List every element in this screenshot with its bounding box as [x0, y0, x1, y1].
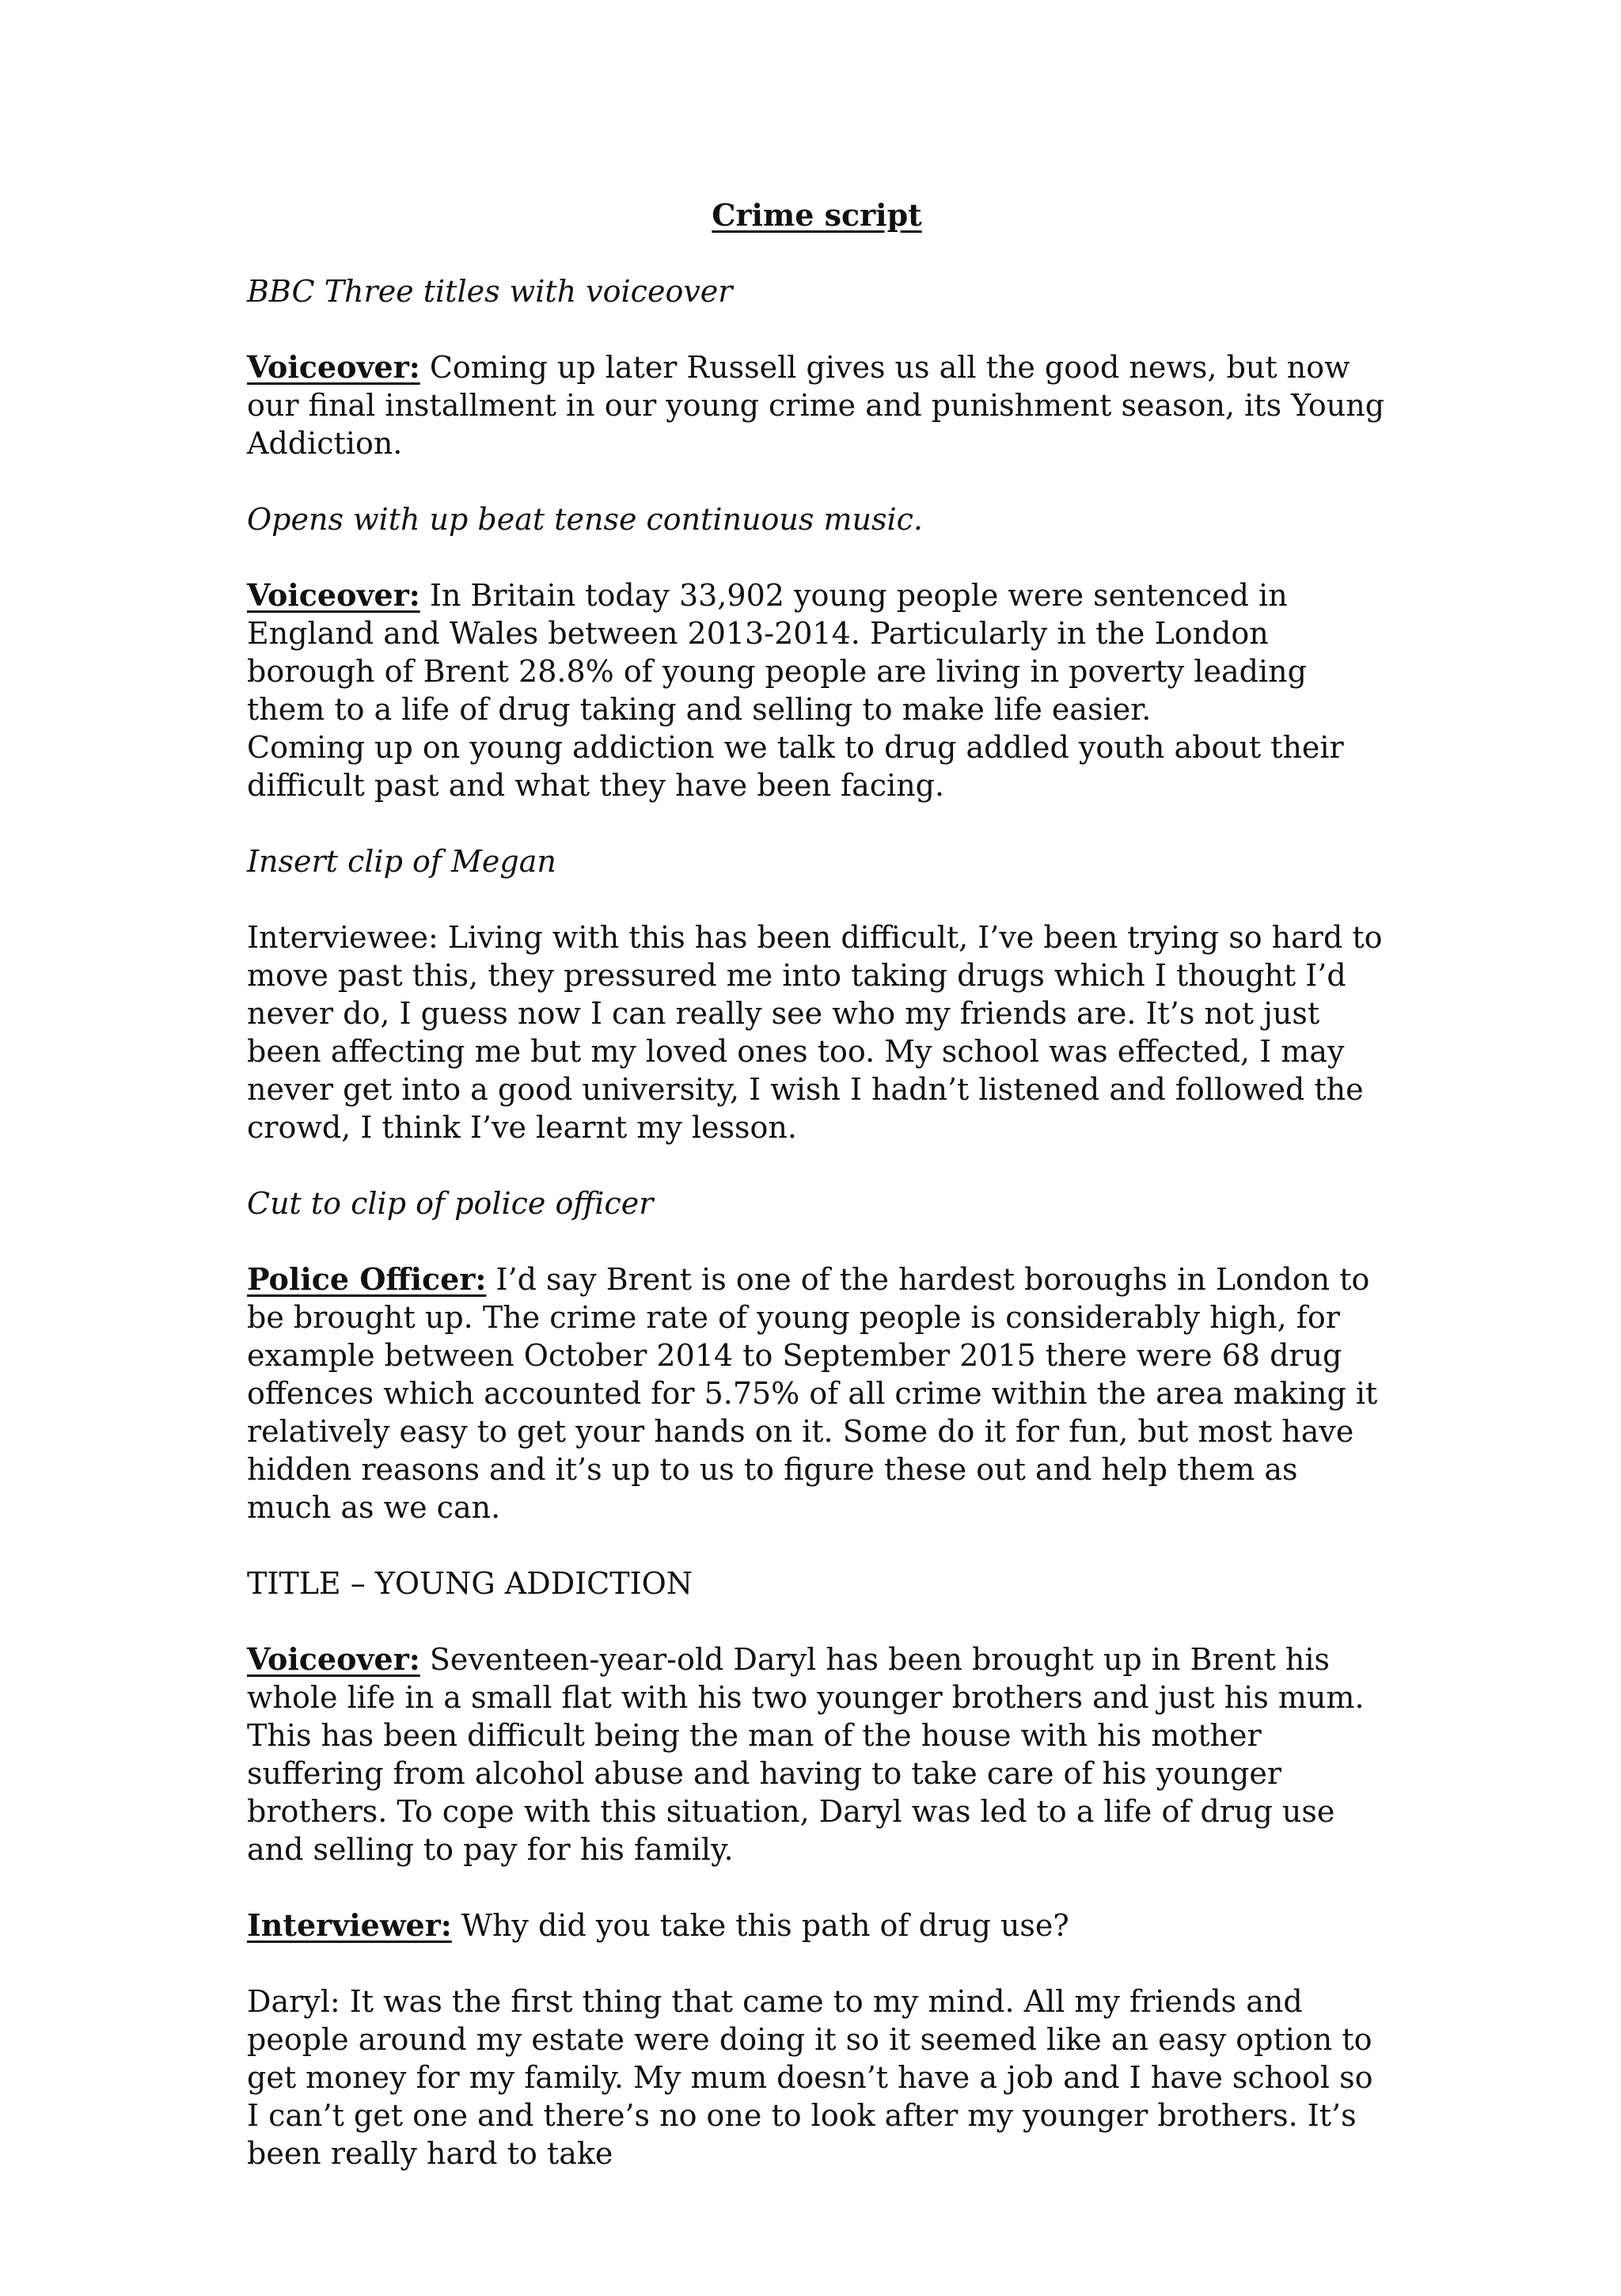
voiceover-coming-up: Coming up on young addiction we talk to drug addled youth about their difficult past and what they have been facing. — [247, 730, 1344, 803]
daryl-answer: Daryl: It was the first thing that came to my mind. All my friends and people around my estate were doing it so it seemed like an easy option to get money for my family. My mum doesn’t have a job and I have school so I can’t get one and there’s no one to look after my younger brothers. It’s been really hard to take — [247, 1984, 1373, 2171]
dialogue-text: I’d say Brent is one of the hardest boroughs in London to be brought up. The crime rate of young people is considerably high, for example between October 2014 to September 2015 there were 68 drug offences which accounted for 5.75% of all crime within the area making it relatively easy to get your hands on it. Some do it for fun, but most have hidden reasons and it’s up to us to figure these out and help them as much as we can. — [247, 1262, 1378, 1525]
script-page — [247, 196, 1387, 2172]
voiceover-intro — [247, 348, 1387, 462]
document-title: Crime script — [712, 197, 922, 233]
voiceover-statistics — [247, 576, 1387, 728]
speaker-label: Police Officer: — [247, 1261, 487, 1297]
speaker-label: Voiceover: — [247, 1641, 420, 1677]
speaker-label: Voiceover: — [247, 577, 420, 613]
dialogue-text: Coming up later Russell gives us all the good news, but now our final installment in our young crime and punishment season, its Young Addiction. — [247, 350, 1385, 461]
dialogue-text: In Britain today 33,902 young people were sentenced in England and Wales between 2013-2014. Particularly in the London borough of Brent 28.8% of young people are living in poverty leading them to a life of drug taking and selling to make life easier. — [247, 578, 1307, 727]
stage-direction-megan-clip: Insert clip of Megan — [247, 844, 556, 879]
stage-direction-police-clip: Cut to clip of police officer — [247, 1186, 654, 1221]
voiceover-daryl — [247, 1640, 1387, 1868]
dialogue-text: Seventeen-year-old Daryl has been brought up in Brent his whole life in a small flat with his two younger brothers and just his mum. This has been difficult being the man of the house with his mother suffering from alcohol abuse and having to take care of his younger brothers. To cope with this situation, Daryl was led to a life of drug use and selling to pay for his family. — [247, 1642, 1365, 1867]
dialogue-text: Why did you take this path of drug use? — [461, 1908, 1069, 1943]
speaker-label: Voiceover: — [247, 349, 420, 385]
title-card: TITLE – YOUNG ADDICTION — [247, 1566, 693, 1601]
stage-direction-titles: BBC Three titles with voiceover — [247, 274, 733, 309]
police-officer-quote — [247, 1260, 1387, 1526]
stage-direction-music: Opens with up beat tense continuous music. — [247, 502, 923, 537]
interviewee-quote: Interviewee: Living with this has been difficult, I’ve been trying so hard to move past this, they pressured me into taking drugs which I thought I’d never do, I guess now I can really see who my friends are. It’s not just been affecting me but my loved ones too. My school was effected, I may never get into a good university, I wish I hadn’t listened and followed the crowd, I think I’ve learnt my lesson. — [247, 920, 1383, 1145]
speaker-label: Interviewer: — [247, 1907, 452, 1943]
interviewer-question — [247, 1906, 1387, 1944]
